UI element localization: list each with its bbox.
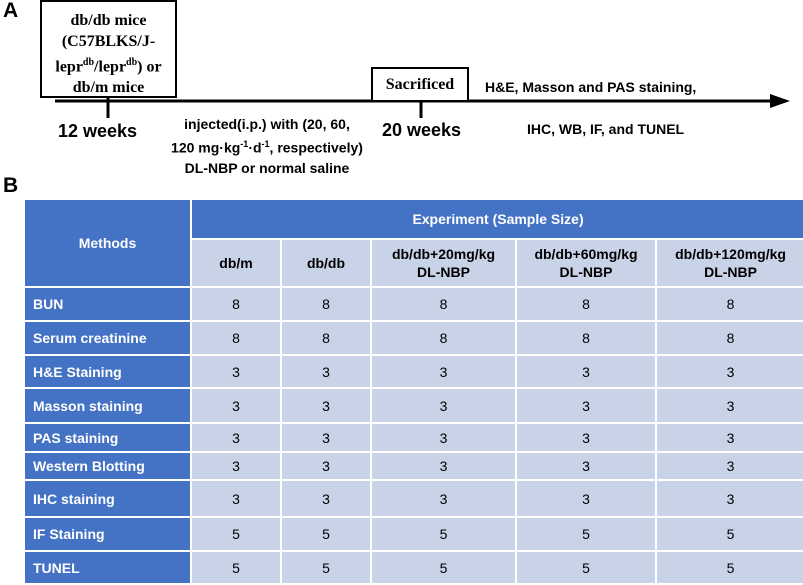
- method-name-cell: Masson staining: [24, 388, 191, 423]
- sample-size-cell: 3: [516, 388, 656, 423]
- table-row: [24, 452, 803, 480]
- sample-size-cell: 5: [191, 517, 281, 551]
- sample-size-cell: 3: [371, 452, 516, 480]
- sample-size-cell: 3: [656, 355, 803, 388]
- panel-b-label: B: [3, 174, 19, 197]
- sample-size-cell: 3: [191, 480, 281, 517]
- sacrificed-box: Sacrificed: [371, 67, 469, 102]
- sample-size-cell: 3: [371, 355, 516, 388]
- table-row: [24, 355, 803, 388]
- sample-size-cell: 5: [656, 517, 803, 551]
- sample-size-cell: 3: [516, 480, 656, 517]
- column-header: db/db: [281, 239, 371, 287]
- method-name-cell: PAS staining: [24, 423, 191, 452]
- sample-size-cell: 8: [191, 287, 281, 321]
- methods-header: Methods: [24, 199, 191, 287]
- staining-methods-line1: H&E, Masson and PAS staining,: [485, 79, 697, 95]
- column-header: db/m: [191, 239, 281, 287]
- method-name-cell: BUN: [24, 287, 191, 321]
- method-name-cell: IHC staining: [24, 480, 191, 517]
- method-name-cell: TUNEL: [24, 551, 191, 584]
- sample-size-cell: 3: [281, 423, 371, 452]
- sample-size-cell: 8: [281, 321, 371, 355]
- sample-size-cell: 8: [656, 321, 803, 355]
- method-name-cell: Western Blotting: [24, 452, 191, 480]
- sample-size-cell: 3: [656, 452, 803, 480]
- panel-a-label: A: [3, 0, 19, 22]
- sample-size-cell: 5: [516, 551, 656, 584]
- mice-line1: db/db mice: [70, 12, 147, 29]
- sample-size-cell: 5: [191, 551, 281, 584]
- sample-size-cell: 3: [656, 423, 803, 452]
- table-row: [24, 480, 803, 517]
- sample-size-cell: 3: [281, 480, 371, 517]
- sample-size-cell: 3: [516, 423, 656, 452]
- timeline-arrowhead: [770, 94, 790, 108]
- sample-size-cell: 3: [371, 388, 516, 423]
- method-name-cell: IF Staining: [24, 517, 191, 551]
- sample-size-cell: 3: [371, 480, 516, 517]
- staining-methods-line2: IHC, WB, IF, and TUNEL: [527, 121, 685, 137]
- sample-size-cell: 8: [656, 287, 803, 321]
- sample-size-cell: 8: [281, 287, 371, 321]
- table-row: [24, 388, 803, 423]
- sample-size-cell: 5: [516, 517, 656, 551]
- injection-description: injected(i.p.) with (20, 60, 120 $mg\cdot kg^{-1}\cdot d^{-1}$, respectively) DL-NBP or normal saline: [171, 116, 363, 176]
- sample-size-cell: 8: [371, 321, 516, 355]
- column-header: db/db+20mg/kg DL-NBP: [371, 239, 516, 287]
- column-header: db/db+120mg/kg DL-NBP: [656, 239, 803, 287]
- mice-line2: (C57BLKS/J-: [61, 33, 156, 50]
- method-name-cell: Serum creatinine: [24, 321, 191, 355]
- end-week-label: 20 weeks: [382, 120, 462, 140]
- sample-size-cell: 3: [191, 423, 281, 452]
- sample-size-cell: 3: [191, 388, 281, 423]
- table-row: [24, 517, 803, 551]
- sample-size-cell: 5: [281, 551, 371, 584]
- sample-size-cell: 3: [516, 355, 656, 388]
- sample-size-cell: 3: [516, 452, 656, 480]
- sample-size-cell: 3: [191, 355, 281, 388]
- sample-size-cell: 5: [371, 517, 516, 551]
- sample-size-cell: 3: [656, 480, 803, 517]
- table-row: [24, 321, 803, 355]
- sample-size-cell: 8: [371, 287, 516, 321]
- sample-size-cell: 3: [191, 452, 281, 480]
- sample-size-cell: 5: [281, 517, 371, 551]
- sample-size-cell: 8: [516, 287, 656, 321]
- method-name-cell: H&E Staining: [24, 355, 191, 388]
- sample-size-cell: 3: [281, 355, 371, 388]
- sample-size-cell: 3: [371, 423, 516, 452]
- start-week-label: 12 weeks: [58, 121, 138, 141]
- methods-table: [23, 198, 803, 585]
- table-row: [24, 551, 803, 584]
- table-row: [24, 287, 803, 321]
- sample-size-cell: 5: [371, 551, 516, 584]
- mice-box: [40, 0, 177, 98]
- sample-size-cell: 8: [516, 321, 656, 355]
- mice-line4: db/m mice: [72, 79, 145, 97]
- sample-size-cell: 3: [656, 388, 803, 423]
- sample-size-cell: 5: [656, 551, 803, 584]
- experiment-header: Experiment (Sample Size): [191, 199, 803, 239]
- mice-line3: lepr$^{db}$/lepr$^{db}$) or: [55, 57, 162, 76]
- sample-size-cell: 8: [191, 321, 281, 355]
- column-header: db/db+60mg/kg DL-NBP: [516, 239, 656, 287]
- sample-size-cell: 3: [281, 388, 371, 423]
- sample-size-cell: 3: [281, 452, 371, 480]
- table-row: [24, 423, 803, 452]
